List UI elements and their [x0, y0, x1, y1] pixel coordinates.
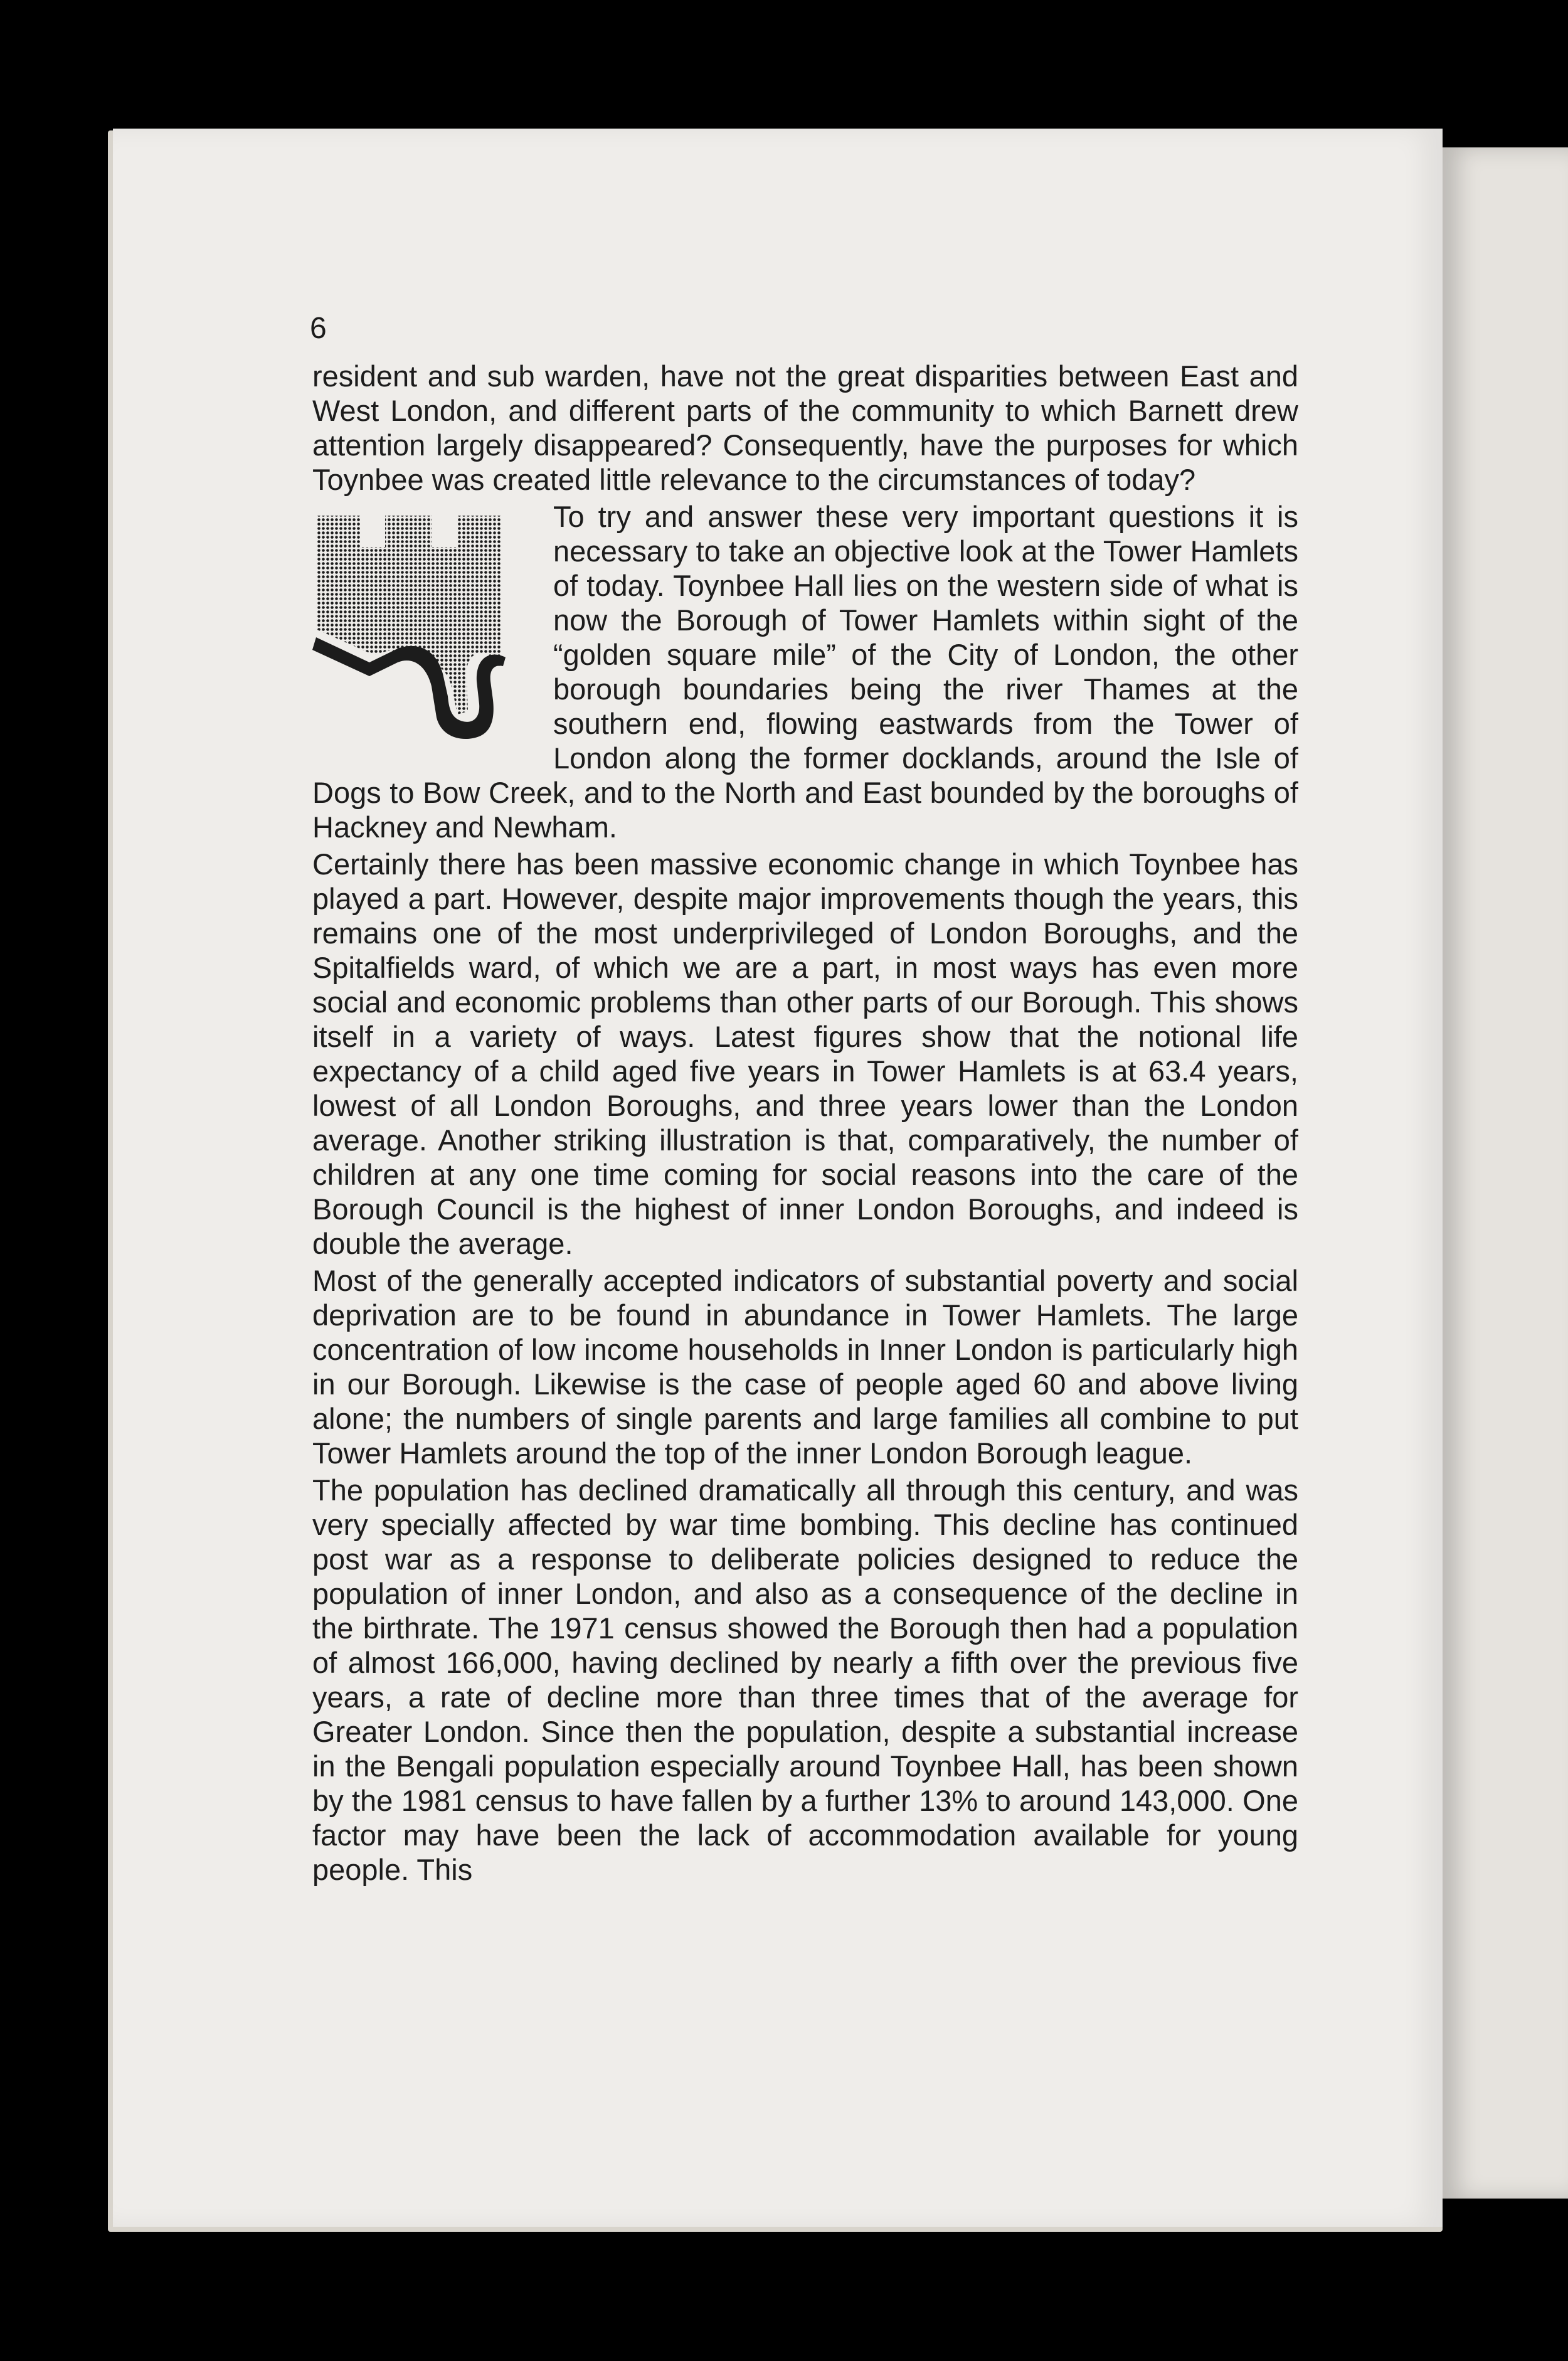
facing-page	[1443, 147, 1568, 2199]
paragraph-2-text: To try and answer these very important questions it is necessary to take an objective look at the Tower Hamlets of today. Toynbee Hall lies on the western side of what is now the Borough of Tower Hamlets within sight of the “golden square mile” of the City of London, the other borough boundaries being the river Thames at the southern end, flowing eastwards from the Tower of London along the former docklands, around the Isle of Dogs to Bow Creek, and to the North and East bounded by the boroughs of Hackney and Newham.	[312, 500, 1298, 844]
page-number: 6	[310, 312, 327, 345]
paragraph-4: Most of the generally accepted indicators of substantial poverty and social deprivation are to be found in abundance in Tower Hamlets. The large concentration of low income households in Inner London is particularly high in our Borough. Likewise is the case of people aged 60 and above living alone; the numbers of single parents and large families all combine to put Tower Hamlets around the top of the inner London Borough league.	[312, 1264, 1298, 1470]
tower-hamlets-logo-icon	[304, 504, 537, 758]
body-text	[312, 359, 1298, 1887]
paragraph-5: The population has declined dramatically all through this century, and was very specially affected by war time bombing. This decline has continued post war as a response to deliberate policies designed to reduce the population of inner London, and also as a consequence of the decline in the birthrate. The 1971 census showed the Borough then had a population of almost 166,000, having declined by nearly a fifth over the previous five years, a rate of decline more than three times that of the average for Greater London. Since then the population, despite a substantial increase in the Bengali population especially around Toynbee Hall, has been shown by the 1981 census to have fallen by a further 13% to around 143,000. One factor may have been the lack of accommodation available for young people. This	[312, 1473, 1298, 1886]
paragraph-3: Certainly there has been massive economic change in which Toynbee has played a part. However, despite major improvements though the years, this remains one of the most underprivileged of London Boroughs, and the Spitalfields ward, of which we are a part, in most ways has even more social and economic problems than other parts of our Borough. This shows itself in a variety of ways. Latest figures show that the notional life expectancy of a child aged five years in Tower Hamlets is at 63.4 years, lowest of all London Boroughs, and three years lower than the London average. Another striking illustration is that, comparatively, the number of children at any one time coming for social reasons into the care of the Borough Council is the highest of inner London Boroughs, and indeed is double the average.	[312, 847, 1298, 1260]
paragraph-1: resident and sub warden, have not the great disparities between East and West London, and different parts of the community to which Barnett drew attention largely disappeared? Consequently, have the purposes for which Toynbee was created little relevance to the circumstances of today?	[312, 359, 1298, 496]
paragraph-2	[312, 499, 1298, 844]
